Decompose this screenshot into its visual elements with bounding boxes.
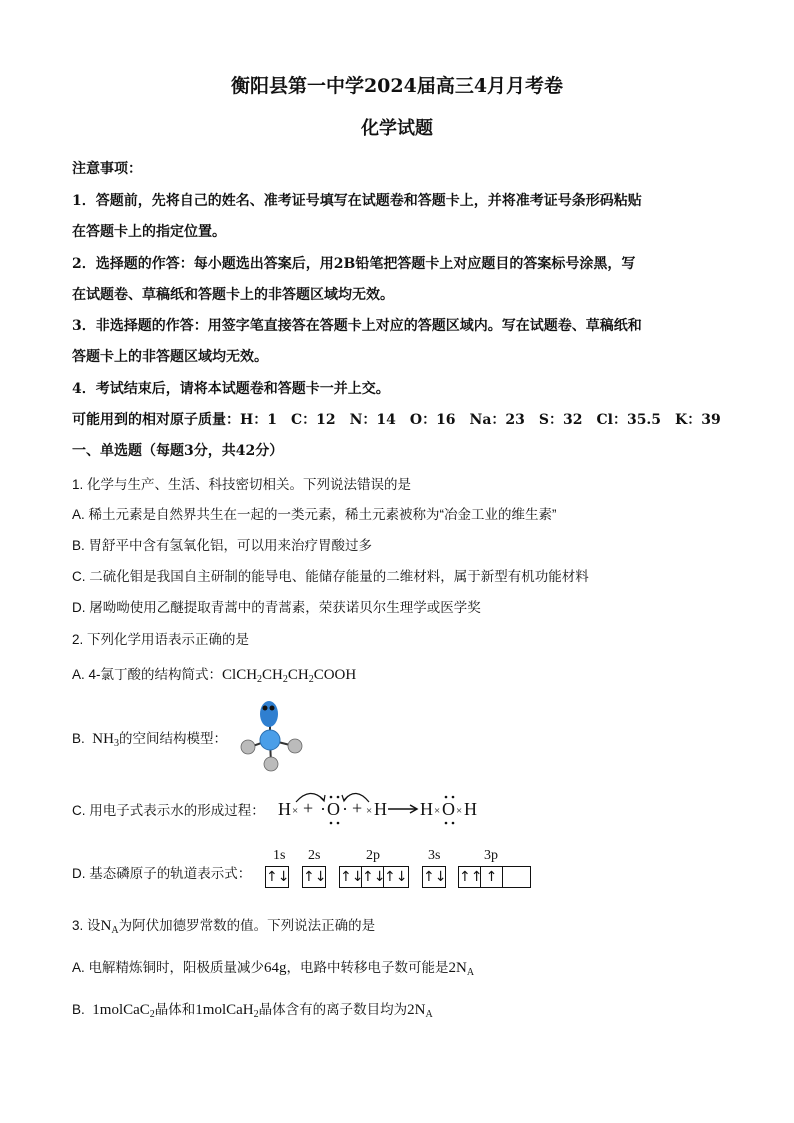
note-1a: 1．答题前，先将自己的姓名、准考证号填写在试题卷和答题卡上，并将准考证号条形码粘贴 [72, 193, 642, 209]
svg-text:+: + [352, 798, 363, 818]
q2-option-a [72, 663, 356, 685]
orbital-label-3p: 3p [484, 848, 498, 863]
svg-text:×: × [366, 805, 373, 817]
svg-text:O: O [327, 799, 340, 819]
notes-heading: 注意事项： [72, 161, 142, 177]
q2-option-b [72, 727, 227, 749]
svg-text:×: × [456, 805, 463, 817]
q2-stem: 2. 下列化学用语表示正确的是 [72, 632, 250, 647]
orbital-box-1s: ↑↓ [265, 866, 289, 888]
note-1b: 在答题卡上的指定位置。 [72, 224, 226, 240]
q2-b-formula: $NH_3$ [92, 731, 119, 749]
exam-title: 衡阳县第一中学2024届高三4月月考卷 [230, 75, 564, 97]
q3-stem: 3. 设$N_A$为阿伏加德罗常数的值。下列说法正确的是 [72, 918, 376, 936]
q3-a-value: $2N_A$ [448, 960, 475, 978]
na-symbol: $N_A$ [100, 918, 119, 936]
orbital-box-3s: ↑↓ [422, 866, 446, 888]
q2-option-d: D. 基态磷原子的轨道表示式： [72, 866, 252, 881]
note-2a: 2．选择题的作答：每小题选出答案后，用2B铅笔把答题卡上对应题目的答案标号涂黑，写 [72, 256, 636, 272]
note-2b: 在试题卷、草稿纸和答题卡上的非答题区域均无效。 [72, 287, 394, 303]
svg-text:+: + [303, 798, 314, 818]
q2-b-label: B. [72, 731, 85, 746]
q2-b-text: 的空间结构模型： [118, 731, 227, 746]
section-heading: 一、单选题（每题3分，共42分） [72, 443, 284, 459]
q2-a-label: A. 4-氯丁酸的结构简式： [72, 667, 223, 682]
q1-option-d: D. 屠呦呦使用乙醚提取青蒿中的青蒿素，荣获诺贝尔生理学或医学奖 [72, 600, 481, 615]
svg-text:H: H [374, 799, 387, 819]
orbital-box-2s: ↑↓ [302, 866, 326, 888]
svg-text:H: H [464, 799, 477, 819]
orbital-box-3p: ↑↑ ↑ [458, 866, 531, 888]
orbital-label-3s: 3s [428, 848, 441, 863]
q2-option-c: C. 用电子式表示水的形成过程： [72, 803, 265, 818]
svg-text:×: × [434, 805, 441, 817]
nh3-molecule-model [238, 700, 308, 772]
orbital-box-2p: ↑↓ ↑↓ ↑↓ [339, 866, 409, 888]
q3-b-cac2: 1molCaC$_2$ [92, 1002, 155, 1020]
exam-subtitle: 化学试题 [361, 118, 433, 139]
orbital-label-2p: 2p [366, 848, 380, 863]
q3-option-b: B. 1molCaC$_2$晶体和1molCaH$_2$晶体含有的离子数目均为$2N_A$ [72, 1002, 433, 1020]
q1-option-b: B. 胃舒平中含有氢氧化铝，可以用来治疗胃酸过多 [72, 538, 373, 553]
svg-text:·: · [320, 799, 326, 819]
orbital-label-1s: 1s [273, 848, 286, 863]
q3-b-cah2: 1molCaH$_2$ [195, 1002, 259, 1020]
svg-text:H: H [420, 799, 433, 819]
q1-option-a: A. 稀土元素是自然界共生在一起的一类元素，稀土元素被称为“冶金工业的维生素” [72, 507, 557, 522]
water-formation-diagram [276, 784, 486, 828]
note-3b: 答题卡上的非答题区域均无效。 [72, 349, 268, 365]
note-3a: 3．非选择题的作答：用签字笔直接答在答题卡上对应的答题区域内。写在试题卷、草稿纸和 [72, 318, 642, 334]
atomic-mass-line: 可能用到的相对原子质量：H：1 C：12 N：14 O：16 Na：23 S：32 Cl：35.5 K：39 [72, 412, 721, 428]
q1-stem: 1. 化学与生产、生活、科技密切相关。下列说法错误的是 [72, 477, 412, 492]
svg-text:H: H [278, 799, 291, 819]
orbital-label-2s: 2s [308, 848, 321, 863]
q1-option-c: C. 二硫化钼是我国自主研制的能导电、能储存能量的二维材料，属于新型有机功能材料 [72, 569, 589, 584]
svg-text:O: O [442, 799, 455, 819]
q2-a-formula: $ClCH_2CH_2CH_2COOH$ [222, 667, 357, 685]
q3-option-a: A. 电解精炼铜时，阳极质量减少64g，电路中转移电子数可能是$2N_A$ [72, 960, 475, 978]
q3-b-value: $2N_A$ [407, 1002, 433, 1020]
note-4: 4．考试结束后，请将本试题卷和答题卡一并上交。 [72, 381, 390, 397]
svg-text:×: × [292, 805, 299, 817]
svg-text:·: · [342, 799, 348, 819]
